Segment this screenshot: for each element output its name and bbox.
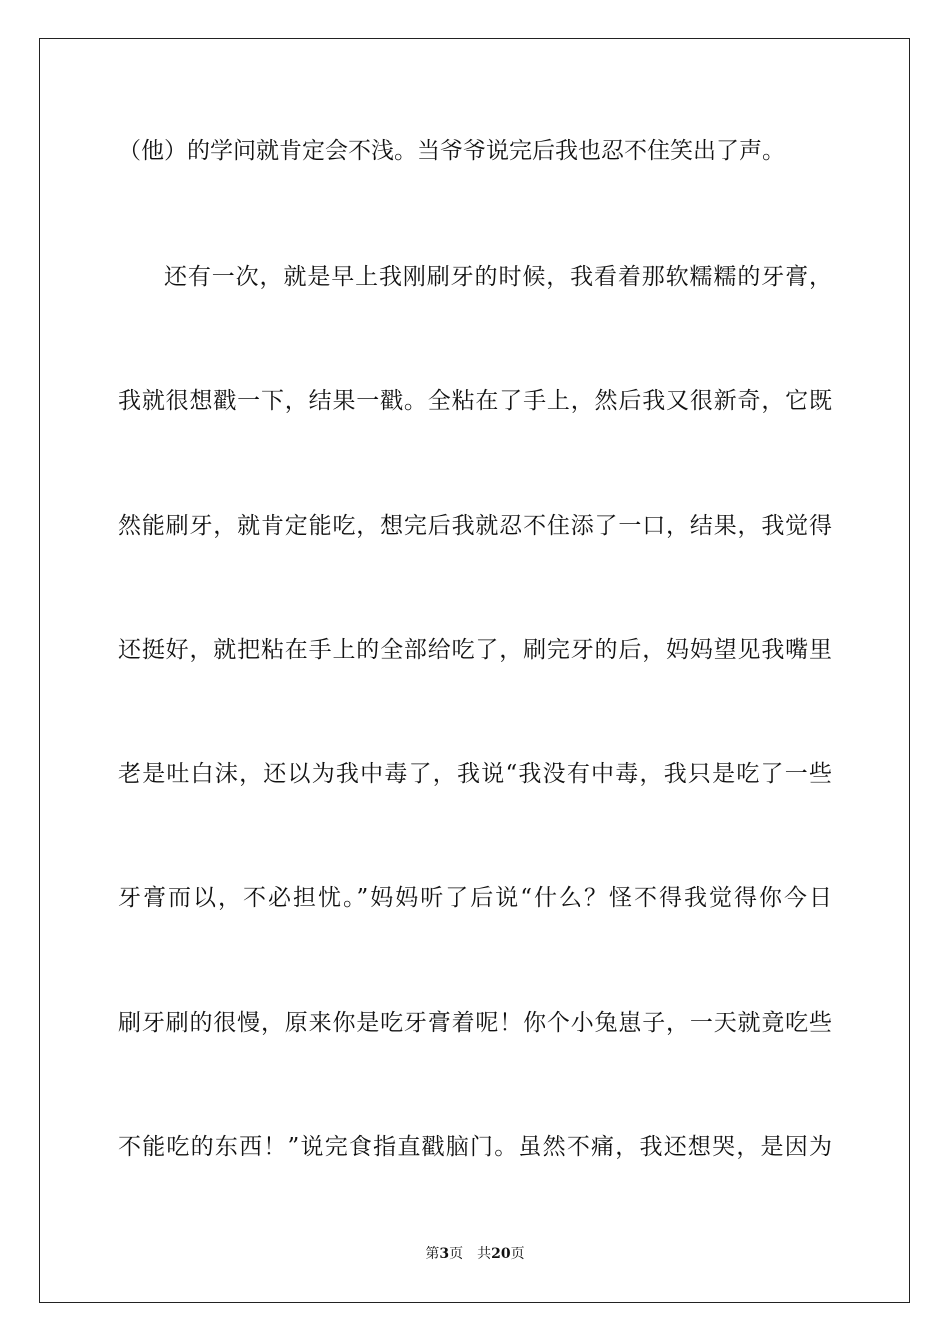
text-line-5: 还挺好，就把粘在手上的全部给吃了，刷完牙的后，妈妈望见我嘴里: [118, 637, 832, 663]
text-line-3: 我就很想戳一下，结果一戳。全粘在了手上，然后我又很新奇，它既: [118, 388, 832, 414]
text-line-4: 然能刷牙，就肯定能吃，想完后我就忍不住添了一口，结果，我觉得: [118, 513, 832, 539]
page-suffix: 页: [449, 1246, 464, 1262]
text-line-7: 牙膏而以，不必担忧。”妈妈听了后说“什么？怪不得我觉得你今日: [118, 885, 832, 911]
page-prefix: 第: [425, 1246, 440, 1262]
total-pages: 20: [491, 1246, 511, 1262]
page-border: [39, 38, 910, 1303]
text-line-8: 刷牙刷的很慢，原来你是吃牙膏着呢！你个小兔崽子，一天就竟吃些: [118, 1010, 832, 1036]
page-footer: [0, 1245, 950, 1263]
total-suffix: 页: [510, 1246, 525, 1262]
text-line-6: 老是吐白沫，还以为我中毒了，我说“我没有中毒，我只是吃了一些: [118, 761, 832, 787]
page-number: 3: [439, 1246, 450, 1262]
text-line-2: 还有一次，就是早上我刚刷牙的时候，我看着那软糯糯的牙膏，: [164, 264, 832, 290]
text-line-9: 不能吃的东西！”说完食指直戳脑门。虽然不痛，我还想哭，是因为: [118, 1134, 832, 1160]
total-prefix: 共: [477, 1246, 492, 1262]
text-line-1: （他）的学问就肯定会不浅。当爷爷说完后我也忍不住笑出了声。: [118, 138, 785, 164]
